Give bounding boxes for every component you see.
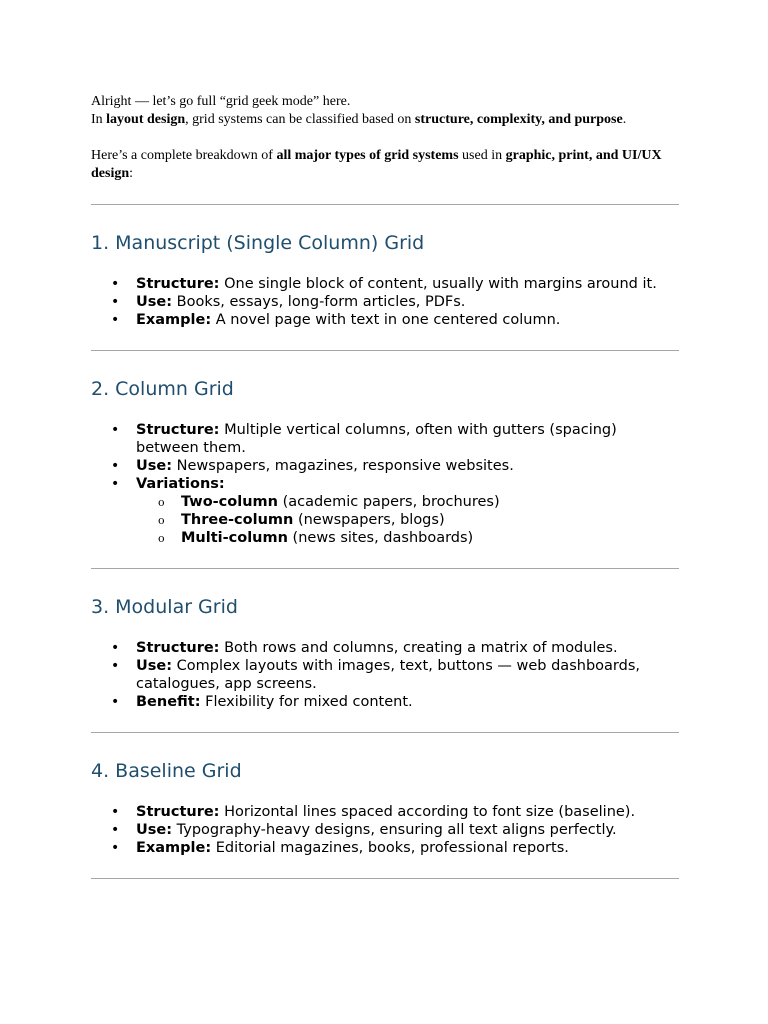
list-item [91,293,679,311]
sub-item-text: (news sites, dashboards) [287,530,474,546]
circle-bullet-icon: o [158,514,165,527]
list-item [91,803,679,821]
section-title: 1. Manuscript (Single Column) Grid [91,232,425,254]
section-divider [91,732,679,733]
intro-line-3-text-2: used in [458,148,506,163]
sub-list-item [136,493,679,511]
sub-item-label: Two-column [181,494,278,510]
intro-line-2-text-2: , grid systems can be classified based on [185,112,415,127]
list-item [91,311,679,329]
bullet-icon: • [111,804,120,820]
item-label: Example: [136,312,212,328]
item-label: Structure: [136,422,220,438]
item-text: Horizontal lines spaced according to font size (baseline). [219,804,636,820]
bullet-icon: • [111,312,120,328]
intro-line-2-bold-1: layout design [106,112,186,127]
item-label: Use: [136,658,173,674]
bullet-icon: • [111,458,120,474]
list-item [91,821,679,839]
item-text: Multiple vertical columns, often with gutters (spacing) between them. [136,422,617,456]
intro-paragraph-2 [91,147,679,183]
intro-line-2-text-3: . [622,112,627,127]
sub-list-item [136,529,679,547]
item-text: Flexibility for mixed content. [200,694,413,710]
section-divider [91,204,679,205]
section-title: 3. Modular Grid [91,596,238,618]
list-item [91,639,679,657]
intro-line-2-text: In [91,112,107,127]
item-text: Typography-heavy designs, ensuring all text aligns perfectly. [172,822,617,838]
section-divider [91,350,679,351]
bullet-list [91,421,679,547]
bullet-icon: • [111,640,120,656]
item-label: Structure: [136,640,220,656]
section-modular-grid [91,595,679,711]
item-text: A novel page with text in one centered column. [211,312,561,328]
section-title: 2. Column Grid [91,378,234,400]
section-manuscript-grid [91,231,679,329]
intro-line-3-text: Here’s a complete breakdown of [91,148,277,163]
bullet-list [91,803,679,857]
bullet-list [91,639,679,711]
item-text: One single block of content, usually with margins around it. [219,276,657,292]
item-label: Use: [136,458,173,474]
item-label: Use: [136,822,173,838]
sub-list-item [136,511,679,529]
bullet-icon: • [111,294,120,310]
intro-line-2-bold-2: structure, complexity, and purpose [414,112,623,127]
item-text: Newspapers, magazines, responsive websites. [172,458,514,474]
bullet-icon: • [111,822,120,838]
bullet-icon: • [111,276,120,292]
bullet-icon: • [111,694,120,710]
intro-line-1: Alright — let’s go full “grid geek mode” here. [91,94,351,109]
bullet-icon: • [111,476,120,492]
section-title: 4. Baseline Grid [91,760,242,782]
item-text: Both rows and columns, creating a matrix of modules. [219,640,618,656]
bullet-icon: • [111,658,120,674]
item-label: Use: [136,294,173,310]
bullet-list [91,275,679,329]
item-label: Benefit: [136,694,201,710]
circle-bullet-icon: o [158,496,165,509]
section-column-grid [91,377,679,547]
item-text: Complex layouts with images, text, buttons — web dashboards, catalogues, app screens. [136,658,640,692]
circle-bullet-icon: o [158,532,165,545]
section-divider [91,878,679,879]
section-baseline-grid [91,759,679,857]
sub-item-label: Three-column [181,512,294,528]
item-label: Example: [136,840,212,856]
section-divider [91,568,679,569]
intro-line-3-text-3: : [129,166,134,181]
sub-item-label: Multi-column [181,530,288,546]
intro-line-3-bold-2: graphic, print, and UI/UX design [91,148,662,181]
sub-bullet-list [136,493,679,547]
sub-item-text: (newspapers, blogs) [293,512,445,528]
list-item [91,657,679,693]
item-label: Structure: [136,276,220,292]
list-item [91,457,679,475]
item-label: Structure: [136,804,220,820]
list-item [91,693,679,711]
item-text: Books, essays, long-form articles, PDFs. [172,294,466,310]
list-item [91,475,679,547]
item-label: Variations: [136,476,225,492]
list-item [91,275,679,293]
intro-paragraph-1 [91,93,679,129]
sub-item-text: (academic papers, brochures) [277,494,500,510]
intro-line-3-bold-1: all major types of grid systems [276,148,459,163]
bullet-icon: • [111,422,120,438]
list-item [91,421,679,457]
document-page [91,93,679,879]
list-item [91,839,679,857]
bullet-icon: • [111,840,120,856]
item-text: Editorial magazines, books, professional reports. [211,840,569,856]
